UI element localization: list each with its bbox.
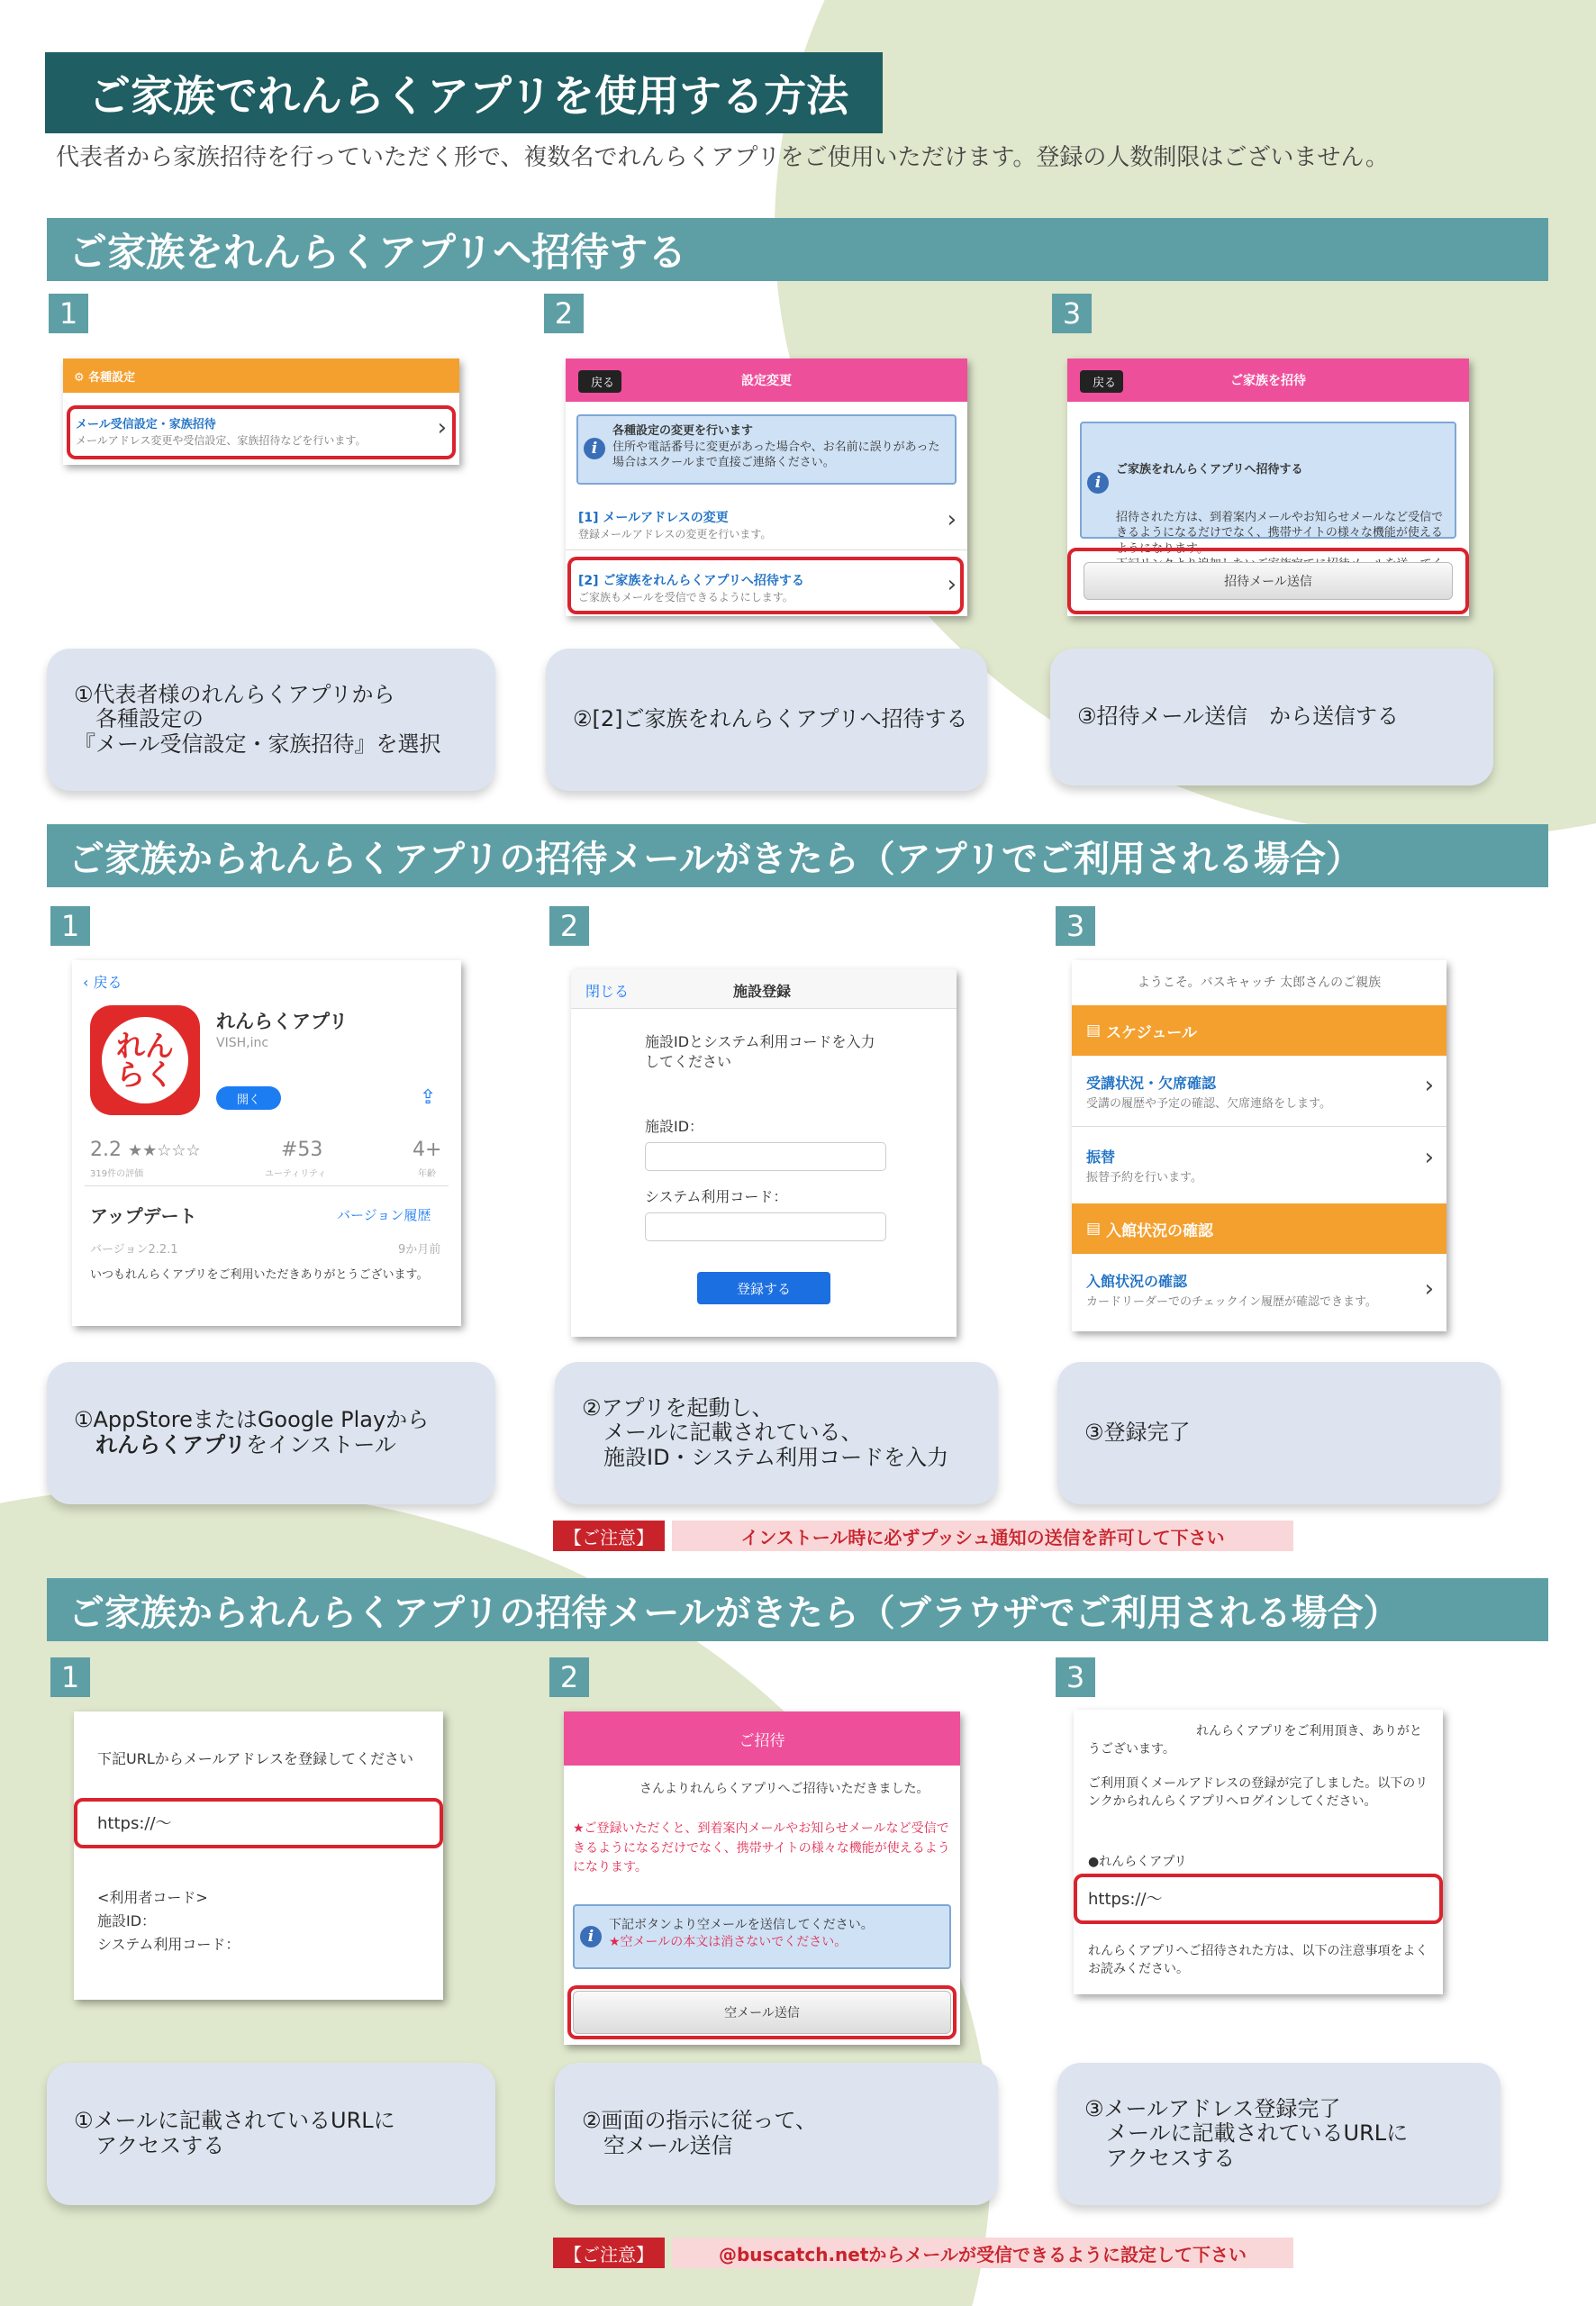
send-invite-button[interactable]: 招待メール送信 bbox=[1084, 562, 1453, 600]
register-url[interactable]: https://〜 bbox=[97, 1814, 172, 1833]
document-icon: ▤ bbox=[1086, 1220, 1102, 1238]
menu-item-1-sub: 登録メールアドレスの変更を行います。 bbox=[578, 528, 772, 540]
invitation-line: さんよりれんらくアプリへご招待いただきました。 bbox=[639, 1782, 929, 1796]
divider bbox=[85, 1185, 449, 1186]
schedule-bar-label: スケジュール bbox=[1106, 1023, 1198, 1042]
menu-item-1-title[interactable]: [1] メールアドレスの変更 bbox=[578, 511, 729, 525]
highlight-box bbox=[1074, 1874, 1443, 1924]
rank-label: ユーティリティ bbox=[265, 1169, 327, 1179]
app-bullet: ●れんらくアプリ bbox=[1088, 1855, 1187, 1869]
back-link[interactable]: ‹ 戻る bbox=[83, 974, 122, 991]
system-code-label: システム利用コード： bbox=[645, 1188, 788, 1205]
section3-note-text: @buscatch.netからメールが受信できるように設定して下さい bbox=[672, 2238, 1293, 2268]
rating-stars: ★★☆☆☆ bbox=[128, 1141, 201, 1160]
settings-bar: ⚙ 各種設定 bbox=[63, 359, 459, 393]
registration-complete-line: ご利用頂くメールアドレスの登録が完了しました。以下のリンクかられんらくアプリへログインしてください。 bbox=[1088, 1776, 1428, 1810]
section1-step3-description: ③招待メール送信 から送信する bbox=[1050, 649, 1493, 785]
section1-step2-number: 2 bbox=[544, 294, 584, 333]
rank-value: #53 bbox=[281, 1139, 323, 1161]
section1-step1-number: 1 bbox=[49, 294, 88, 333]
highlight-box bbox=[567, 1985, 957, 2039]
mail-setting-item-title: メール受信設定・家族招待 bbox=[76, 418, 216, 431]
section3-step2-screenshot bbox=[564, 1711, 960, 2045]
info-box bbox=[573, 1904, 951, 1969]
section1-step2-screenshot bbox=[566, 359, 967, 616]
close-link[interactable]: 閉じる bbox=[585, 983, 630, 1000]
highlight-box bbox=[74, 1798, 443, 1848]
back-button[interactable]: 戻る bbox=[578, 370, 621, 393]
welcome-text: ようこそ。バスキャッチ 太郎さんのご親族 bbox=[1137, 976, 1382, 990]
facility-id-input[interactable] bbox=[645, 1142, 886, 1171]
info-title: 各種設定の変更を行います bbox=[612, 424, 754, 438]
schedule-bar bbox=[1072, 1005, 1446, 1056]
app-name-bold: れんらくアプリ bbox=[95, 1432, 247, 1457]
update-ago: 9か月前 bbox=[398, 1243, 441, 1257]
chevron-right-icon: › bbox=[947, 571, 957, 598]
app-icon bbox=[90, 1005, 200, 1115]
section2-step3-number: 3 bbox=[1056, 906, 1095, 946]
update-notes: いつもれんらくアプリをご利用いただきありがとうございます。 bbox=[90, 1268, 429, 1282]
mail-setting-item-sub: メールアドレス変更や受信設定、家族招待などを行います。 bbox=[76, 434, 367, 447]
age-value: 4+ bbox=[413, 1139, 442, 1161]
section1-step3-number: 3 bbox=[1052, 294, 1092, 333]
update-heading: アップデート bbox=[90, 1205, 197, 1227]
menu-item-attendance-title[interactable]: 受講状況・欠席確認 bbox=[1086, 1075, 1217, 1092]
section3-step2-number: 2 bbox=[549, 1657, 589, 1697]
section2-step2-screenshot bbox=[571, 969, 957, 1337]
menu-item-2-title[interactable]: [2] ご家族をれんらくアプリへ招待する bbox=[578, 574, 804, 588]
entry-status-bar-label: 入館状況の確認 bbox=[1106, 1221, 1214, 1240]
menu-item-transfer-sub: 振替予約を行います。 bbox=[1086, 1171, 1202, 1185]
chevron-right-icon: › bbox=[1424, 1072, 1434, 1099]
registration-prompt: 施設IDとシステム利用コードを入力してください bbox=[645, 1033, 875, 1071]
section3-step2-description: ②画面の指示に従って、 空メール送信 bbox=[555, 2063, 998, 2205]
notice-line: れんらくアプリへご招待された方は、以下の注意事項をよくお読みください。 bbox=[1088, 1944, 1428, 1977]
section2-note-text: インストール時に必ずプッシュ通知の送信を許可して下さい bbox=[672, 1521, 1293, 1551]
document-icon: ▤ bbox=[1086, 1021, 1102, 1040]
mail-instruction: 下記URLからメールアドレスを登録してください bbox=[97, 1750, 413, 1767]
highlight-box bbox=[67, 405, 456, 459]
section3-note-tag: 【ご注意】 bbox=[553, 2238, 665, 2268]
open-button[interactable]: 開く bbox=[216, 1086, 281, 1110]
version-label: バージョン2.2.1 bbox=[90, 1243, 178, 1257]
section3-step3-number: 3 bbox=[1056, 1657, 1095, 1697]
section2-step1-number: 1 bbox=[50, 906, 90, 946]
system-code-input[interactable] bbox=[645, 1212, 886, 1241]
section2-step2-description: ②アプリを起動し、 メールに記載されている、 施設ID・システム利用コードを入力 bbox=[555, 1362, 998, 1504]
section3-step3-screenshot bbox=[1074, 1710, 1443, 1994]
info-line-1: 下記ボタンより空メールを送信してください。 bbox=[609, 1918, 874, 1932]
section3-step3-description: ③メールアドレス登録完了 メールに記載されているURLに アクセスする bbox=[1057, 2063, 1501, 2205]
invitation-benefit-text: ★ご登録いただくと、到着案内メールやお知らせメールなど受信できるようになるだけでなく、携帯サイトの様々な機能が使えるようになります。 bbox=[573, 1821, 950, 1875]
menu-item-transfer-title[interactable]: 振替 bbox=[1086, 1148, 1116, 1166]
section2-step2-number: 2 bbox=[549, 906, 589, 946]
page-intro: 代表者から家族招待を行っていただく形で、複数名でれんらくアプリをご使用いただけます。登録の人数制限はございません。 bbox=[56, 144, 1389, 171]
section1-step1-screenshot bbox=[63, 359, 459, 465]
share-icon[interactable]: ⇪ bbox=[420, 1086, 437, 1109]
back-button[interactable]: 戻る bbox=[1080, 370, 1123, 393]
section1-heading: ご家族をれんらくアプリへ招待する bbox=[47, 218, 1548, 281]
invitation-bar: ご招待 bbox=[564, 1711, 960, 1766]
app-icon-text: れん らく bbox=[102, 1017, 188, 1103]
facility-id-label: 施設ID： bbox=[645, 1118, 704, 1135]
highlight-box bbox=[1067, 548, 1469, 614]
entry-status-bar bbox=[1072, 1203, 1446, 1254]
info-line-2: ★空メールの本文は消さないでください。 bbox=[609, 1934, 848, 1949]
user-code-heading: <利用者コード> bbox=[97, 1889, 208, 1906]
section3-step1-description: ①メールに記載されているURLに アクセスする bbox=[47, 2063, 495, 2205]
section2-step3-screenshot bbox=[1072, 960, 1446, 1331]
divider bbox=[566, 549, 967, 550]
chevron-right-icon: › bbox=[1424, 1144, 1434, 1171]
chevron-right-icon: › bbox=[1424, 1276, 1434, 1303]
age-label: 年齢 bbox=[418, 1169, 436, 1179]
register-button[interactable]: 登録する bbox=[697, 1272, 830, 1304]
chevron-right-icon: › bbox=[947, 506, 957, 533]
info-icon: i bbox=[584, 438, 605, 459]
info-icon: i bbox=[1087, 472, 1109, 494]
section2-step1-description: ①AppStoreまたはGoogle Playから れんらくアプリをインストール bbox=[47, 1362, 495, 1504]
info-box bbox=[576, 414, 957, 485]
send-empty-mail-button[interactable]: 空メール送信 bbox=[573, 1991, 951, 2034]
developer-name: VISH,inc bbox=[216, 1036, 269, 1050]
menu-item-entry-sub: カードリーダーでのチェックイン履歴が確認できます。 bbox=[1086, 1295, 1377, 1309]
section3-step1-number: 1 bbox=[50, 1657, 90, 1697]
section2-heading: ご家族かられんらくアプリの招待メールがきたら（アプリでご利用される場合） bbox=[47, 824, 1548, 887]
page-title: ご家族でれんらくアプリを使用する方法 bbox=[45, 52, 883, 133]
menu-item-attendance-sub: 受講の履歴や予定の確認、欠席連絡をします。 bbox=[1086, 1097, 1331, 1111]
section1-step1-description: ①代表者様のれんらくアプリから 各種設定の 『メール受信設定・家族招待』を選択 bbox=[47, 649, 495, 791]
chevron-right-icon: › bbox=[437, 414, 447, 441]
version-history-link[interactable]: バージョン履歴 bbox=[337, 1207, 431, 1223]
info-body: 招待された方は、到着案内メールやお知らせメールなど受信できるようになるだけでなく、携帯サイトの様々な機能が使えるようになります。 bbox=[1116, 510, 1444, 556]
section2-step1-screenshot bbox=[72, 960, 461, 1326]
rating-count: 319件の評価 bbox=[90, 1169, 144, 1179]
rating-value: 2.2 bbox=[90, 1139, 122, 1161]
divider bbox=[1072, 1126, 1446, 1127]
section2-note-tag: 【ご注意】 bbox=[553, 1521, 665, 1551]
chevron-left-icon: ‹ bbox=[83, 974, 89, 991]
invite-family-bar: ご家族を招待 bbox=[1067, 359, 1469, 402]
thanks-line: れんらくアプリをご利用頂き、ありがとうございます。 bbox=[1088, 1724, 1422, 1757]
system-code-label: システム利用コード： bbox=[97, 1936, 240, 1953]
menu-item-2-sub: ご家族もメールを受信できるようにします。 bbox=[578, 591, 793, 604]
section2-step3-description: ③登録完了 bbox=[1057, 1362, 1501, 1504]
section1-step3-screenshot bbox=[1067, 359, 1469, 616]
app-name: れんらくアプリ bbox=[216, 1011, 349, 1032]
section3-heading: ご家族かられんらくアプリの招待メールがきたら（ブラウザでご利用される場合） bbox=[47, 1578, 1548, 1641]
section1-step2-description: ②[2]ご家族をれんらくアプリへ招待する bbox=[546, 649, 987, 791]
menu-item-entry-title[interactable]: 入館状況の確認 bbox=[1086, 1273, 1188, 1290]
facility-id-label: 施設ID： bbox=[97, 1912, 157, 1929]
info-title: ご家族をれんらくアプリへ招待する bbox=[1116, 463, 1303, 477]
info-icon: i bbox=[580, 1926, 602, 1947]
rating-row bbox=[90, 1139, 201, 1161]
facility-registration-title: 施設登録 bbox=[733, 983, 792, 1000]
highlight-box bbox=[567, 557, 964, 614]
settings-change-bar: 設定変更 bbox=[566, 359, 967, 402]
info-body: 住所や電話番号に変更があった場合や、お名前に誤りがあった場合はスクールまで直接ご連絡ください。 bbox=[612, 440, 940, 470]
section3-step1-screenshot bbox=[74, 1711, 443, 2000]
login-url[interactable]: https://〜 bbox=[1088, 1890, 1163, 1909]
info-box bbox=[1080, 422, 1456, 556]
